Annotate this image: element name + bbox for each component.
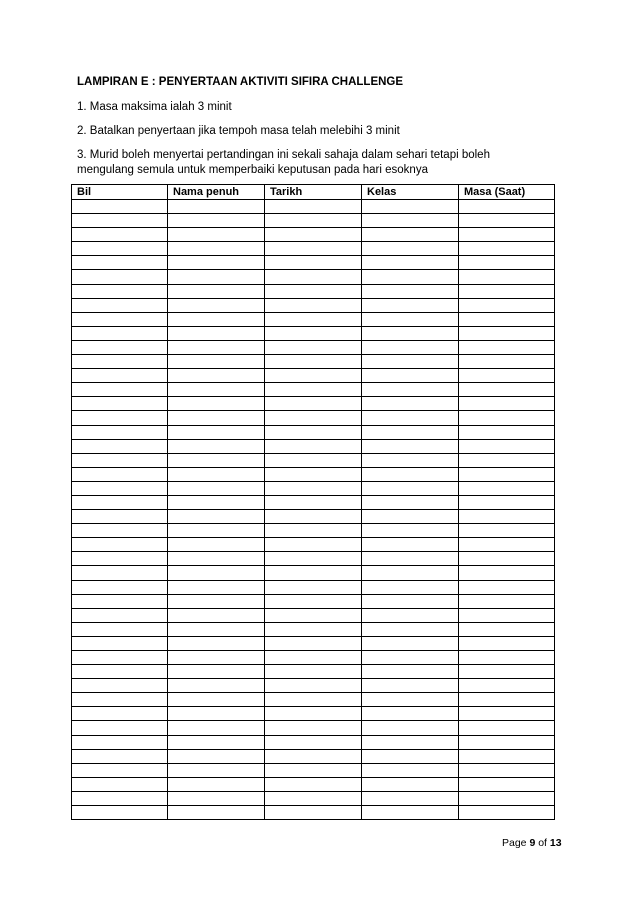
table-row xyxy=(72,749,555,763)
table-cell xyxy=(459,326,555,340)
table-cell xyxy=(362,524,459,538)
table-cell xyxy=(72,622,168,636)
rule-1: 1. Masa maksima ialah 3 minit xyxy=(77,101,232,113)
table-row xyxy=(72,806,555,820)
table-cell xyxy=(72,340,168,354)
table-cell xyxy=(459,200,555,214)
table-cell xyxy=(362,665,459,679)
table-cell xyxy=(459,552,555,566)
table-cell xyxy=(168,214,265,228)
table-cell xyxy=(459,355,555,369)
table-cell xyxy=(72,749,168,763)
table-row xyxy=(72,594,555,608)
table-row xyxy=(72,312,555,326)
header-nama-penuh: Nama penuh xyxy=(168,185,265,200)
table-row xyxy=(72,298,555,312)
table-cell xyxy=(459,425,555,439)
table-cell xyxy=(168,806,265,820)
table-cell xyxy=(362,355,459,369)
document-title: LAMPIRAN E : PENYERTAAN AKTIVITI SIFIRA CHALLENGE xyxy=(77,76,404,88)
table-cell xyxy=(459,791,555,805)
table-row xyxy=(72,214,555,228)
table-cell xyxy=(265,397,362,411)
table-cell xyxy=(72,552,168,566)
table-row xyxy=(72,383,555,397)
table-cell xyxy=(72,791,168,805)
table-cell xyxy=(168,383,265,397)
table-cell xyxy=(362,806,459,820)
table-cell xyxy=(168,284,265,298)
page-label: Page xyxy=(502,837,527,849)
table-cell xyxy=(72,284,168,298)
table-cell xyxy=(72,538,168,552)
table-cell xyxy=(362,679,459,693)
table-cell xyxy=(362,721,459,735)
table-cell xyxy=(459,763,555,777)
table-cell xyxy=(459,383,555,397)
table-cell xyxy=(362,791,459,805)
table-cell xyxy=(362,425,459,439)
page-of-label: of xyxy=(538,837,547,849)
table-cell xyxy=(168,355,265,369)
table-cell xyxy=(265,777,362,791)
table-cell xyxy=(265,735,362,749)
table-cell xyxy=(459,665,555,679)
table-cell xyxy=(168,608,265,622)
table-cell xyxy=(265,284,362,298)
table-cell xyxy=(72,481,168,495)
table-cell xyxy=(362,594,459,608)
table-row xyxy=(72,439,555,453)
table-cell xyxy=(265,580,362,594)
header-bil: Bil xyxy=(72,185,168,200)
table-cell xyxy=(72,270,168,284)
table-cell xyxy=(168,425,265,439)
table-cell xyxy=(459,679,555,693)
table-cell xyxy=(362,693,459,707)
table-cell xyxy=(72,256,168,270)
table-cell xyxy=(72,200,168,214)
table-cell xyxy=(459,538,555,552)
table-cell xyxy=(265,552,362,566)
table-cell xyxy=(459,693,555,707)
table-cell xyxy=(72,298,168,312)
table-cell xyxy=(362,510,459,524)
table-row xyxy=(72,397,555,411)
table-cell xyxy=(168,763,265,777)
table-cell xyxy=(265,355,362,369)
table-row xyxy=(72,369,555,383)
table-row xyxy=(72,524,555,538)
table-cell xyxy=(72,721,168,735)
table-cell xyxy=(265,312,362,326)
table-cell xyxy=(362,340,459,354)
table-row xyxy=(72,721,555,735)
table-row xyxy=(72,538,555,552)
table-row xyxy=(72,651,555,665)
table-cell xyxy=(265,481,362,495)
table-row xyxy=(72,707,555,721)
table-cell xyxy=(168,707,265,721)
table-cell xyxy=(72,397,168,411)
table-row xyxy=(72,566,555,580)
table-cell xyxy=(265,270,362,284)
table-cell xyxy=(72,312,168,326)
table-cell xyxy=(168,369,265,383)
table-cell xyxy=(72,566,168,580)
table-cell xyxy=(362,467,459,481)
table-cell xyxy=(459,411,555,425)
header-tarikh: Tarikh xyxy=(265,185,362,200)
table-cell xyxy=(362,270,459,284)
table-cell xyxy=(265,566,362,580)
table-cell xyxy=(459,242,555,256)
table-cell xyxy=(362,369,459,383)
table-cell xyxy=(459,721,555,735)
table-cell xyxy=(459,439,555,453)
table-cell xyxy=(72,425,168,439)
table-cell xyxy=(168,665,265,679)
table-cell xyxy=(265,411,362,425)
table-cell xyxy=(459,622,555,636)
table-row xyxy=(72,791,555,805)
table-cell xyxy=(265,707,362,721)
table-cell xyxy=(362,622,459,636)
table-cell xyxy=(168,735,265,749)
table-row xyxy=(72,763,555,777)
table-cell xyxy=(459,806,555,820)
table-header-row xyxy=(72,185,555,200)
table-cell xyxy=(72,806,168,820)
table-row xyxy=(72,693,555,707)
rule-3 xyxy=(77,148,490,178)
table-cell xyxy=(459,749,555,763)
table-row xyxy=(72,200,555,214)
table-cell xyxy=(168,594,265,608)
table-cell xyxy=(362,495,459,509)
table-cell xyxy=(168,270,265,284)
table-cell xyxy=(168,566,265,580)
table-cell xyxy=(265,200,362,214)
table-row xyxy=(72,580,555,594)
table-cell xyxy=(362,326,459,340)
table-cell xyxy=(459,651,555,665)
table-cell xyxy=(72,665,168,679)
table-cell xyxy=(72,510,168,524)
table-cell xyxy=(265,425,362,439)
table-row xyxy=(72,340,555,354)
table-cell xyxy=(459,524,555,538)
table-cell xyxy=(168,326,265,340)
table-cell xyxy=(362,228,459,242)
table-cell xyxy=(362,242,459,256)
header-kelas: Kelas xyxy=(362,185,459,200)
table-cell xyxy=(265,495,362,509)
table-row xyxy=(72,608,555,622)
table-cell xyxy=(168,791,265,805)
table-cell xyxy=(265,538,362,552)
table-row xyxy=(72,636,555,650)
table-cell xyxy=(72,411,168,425)
table-cell xyxy=(265,665,362,679)
table-row xyxy=(72,665,555,679)
table-cell xyxy=(72,636,168,650)
table-cell xyxy=(459,481,555,495)
table-cell xyxy=(459,369,555,383)
table-cell xyxy=(168,481,265,495)
table-cell xyxy=(168,312,265,326)
page-total: 13 xyxy=(549,837,562,849)
table-cell xyxy=(265,439,362,453)
table-cell xyxy=(168,552,265,566)
table-cell xyxy=(168,636,265,650)
table-cell xyxy=(362,566,459,580)
table-cell xyxy=(72,524,168,538)
table-row xyxy=(72,622,555,636)
table-cell xyxy=(265,242,362,256)
table-cell xyxy=(265,340,362,354)
table-cell xyxy=(265,214,362,228)
table-cell xyxy=(168,622,265,636)
table-cell xyxy=(459,228,555,242)
table-cell xyxy=(72,707,168,721)
table-body xyxy=(72,200,555,820)
page-footer xyxy=(502,837,562,849)
table-row xyxy=(72,510,555,524)
table-cell xyxy=(459,510,555,524)
table-cell xyxy=(265,679,362,693)
page-number: 9 xyxy=(529,837,536,849)
table-cell xyxy=(459,453,555,467)
rule-2: 2. Batalkan penyertaan jika tempoh masa telah melebihi 3 minit xyxy=(77,125,400,137)
table-cell xyxy=(459,467,555,481)
table-row xyxy=(72,453,555,467)
table-cell xyxy=(72,439,168,453)
table-cell xyxy=(168,651,265,665)
table-cell xyxy=(168,495,265,509)
table-cell xyxy=(362,749,459,763)
table-cell xyxy=(362,439,459,453)
table-row xyxy=(72,495,555,509)
table-cell xyxy=(362,312,459,326)
table-cell xyxy=(459,735,555,749)
table-cell xyxy=(265,524,362,538)
table-cell xyxy=(265,763,362,777)
table-cell xyxy=(168,721,265,735)
table-cell xyxy=(459,256,555,270)
table-cell xyxy=(265,721,362,735)
header-masa-saat: Masa (Saat) xyxy=(459,185,555,200)
table-cell xyxy=(362,298,459,312)
table-cell xyxy=(459,284,555,298)
table-cell xyxy=(362,707,459,721)
table-cell xyxy=(265,749,362,763)
entry-table xyxy=(71,184,555,820)
table-cell xyxy=(362,580,459,594)
table-cell xyxy=(168,228,265,242)
table-cell xyxy=(362,256,459,270)
table-cell xyxy=(459,636,555,650)
table-cell xyxy=(362,453,459,467)
table-row xyxy=(72,228,555,242)
table-cell xyxy=(72,467,168,481)
table-cell xyxy=(362,411,459,425)
table-row xyxy=(72,552,555,566)
table-cell xyxy=(362,608,459,622)
table-cell xyxy=(459,608,555,622)
table-cell xyxy=(459,214,555,228)
table-cell xyxy=(459,397,555,411)
table-cell xyxy=(72,228,168,242)
table-cell xyxy=(265,791,362,805)
table-cell xyxy=(362,651,459,665)
table-cell xyxy=(265,298,362,312)
table-cell xyxy=(72,735,168,749)
table-cell xyxy=(168,453,265,467)
table-cell xyxy=(72,679,168,693)
table-cell xyxy=(168,777,265,791)
table-row xyxy=(72,679,555,693)
table-cell xyxy=(362,735,459,749)
table-cell xyxy=(265,453,362,467)
table-cell xyxy=(72,383,168,397)
table-cell xyxy=(168,340,265,354)
table-cell xyxy=(265,467,362,481)
table-cell xyxy=(72,608,168,622)
table-cell xyxy=(72,693,168,707)
table-cell xyxy=(265,806,362,820)
table-cell xyxy=(72,326,168,340)
table-cell xyxy=(168,524,265,538)
table-cell xyxy=(168,411,265,425)
table-cell xyxy=(362,552,459,566)
table-row xyxy=(72,777,555,791)
table-row xyxy=(72,467,555,481)
table-cell xyxy=(72,369,168,383)
table-cell xyxy=(72,763,168,777)
table-cell xyxy=(168,580,265,594)
table-cell xyxy=(265,608,362,622)
table-cell xyxy=(168,467,265,481)
table-row xyxy=(72,735,555,749)
table-cell xyxy=(168,538,265,552)
table-cell xyxy=(459,580,555,594)
table-row xyxy=(72,284,555,298)
rule-3-line-1: 3. Murid boleh menyertai pertandingan ini sekali sahaja dalam sehari tetapi boleh xyxy=(77,149,490,161)
table-cell xyxy=(72,355,168,369)
table-cell xyxy=(362,383,459,397)
table-cell xyxy=(265,383,362,397)
table-cell xyxy=(168,679,265,693)
table-cell xyxy=(459,298,555,312)
table-cell xyxy=(362,200,459,214)
table-cell xyxy=(72,651,168,665)
table-cell xyxy=(362,481,459,495)
table-cell xyxy=(265,651,362,665)
table-cell xyxy=(459,495,555,509)
table-row xyxy=(72,326,555,340)
table-cell xyxy=(362,284,459,298)
table-cell xyxy=(168,510,265,524)
table-cell xyxy=(72,580,168,594)
table-cell xyxy=(459,777,555,791)
table-row xyxy=(72,242,555,256)
table-cell xyxy=(72,777,168,791)
table-cell xyxy=(265,369,362,383)
table-cell xyxy=(265,693,362,707)
table-cell xyxy=(265,594,362,608)
table-cell xyxy=(72,214,168,228)
table-cell xyxy=(168,256,265,270)
table-cell xyxy=(362,214,459,228)
table-cell xyxy=(265,622,362,636)
table-cell xyxy=(459,340,555,354)
table-cell xyxy=(168,242,265,256)
table-row xyxy=(72,481,555,495)
table-cell xyxy=(72,594,168,608)
table-cell xyxy=(362,397,459,411)
table-cell xyxy=(362,636,459,650)
table-cell xyxy=(459,594,555,608)
table-cell xyxy=(168,397,265,411)
table-cell xyxy=(168,298,265,312)
table-cell xyxy=(265,228,362,242)
table-cell xyxy=(72,495,168,509)
table-cell xyxy=(168,200,265,214)
table-cell xyxy=(362,777,459,791)
table-cell xyxy=(459,270,555,284)
table-cell xyxy=(459,707,555,721)
table-cell xyxy=(362,538,459,552)
table-row xyxy=(72,256,555,270)
table-cell xyxy=(72,453,168,467)
table-row xyxy=(72,425,555,439)
table-cell xyxy=(168,693,265,707)
table-cell xyxy=(168,749,265,763)
table-cell xyxy=(168,439,265,453)
table-row xyxy=(72,270,555,284)
table-cell xyxy=(459,566,555,580)
table-cell xyxy=(265,256,362,270)
rule-3-line-2: mengulang semula untuk memperbaiki keputusan pada hari esoknya xyxy=(77,164,428,176)
table-row xyxy=(72,355,555,369)
table-cell xyxy=(265,636,362,650)
table-cell xyxy=(459,312,555,326)
table-cell xyxy=(362,763,459,777)
table-row xyxy=(72,411,555,425)
table-cell xyxy=(265,326,362,340)
table-cell xyxy=(265,510,362,524)
table-cell xyxy=(72,242,168,256)
